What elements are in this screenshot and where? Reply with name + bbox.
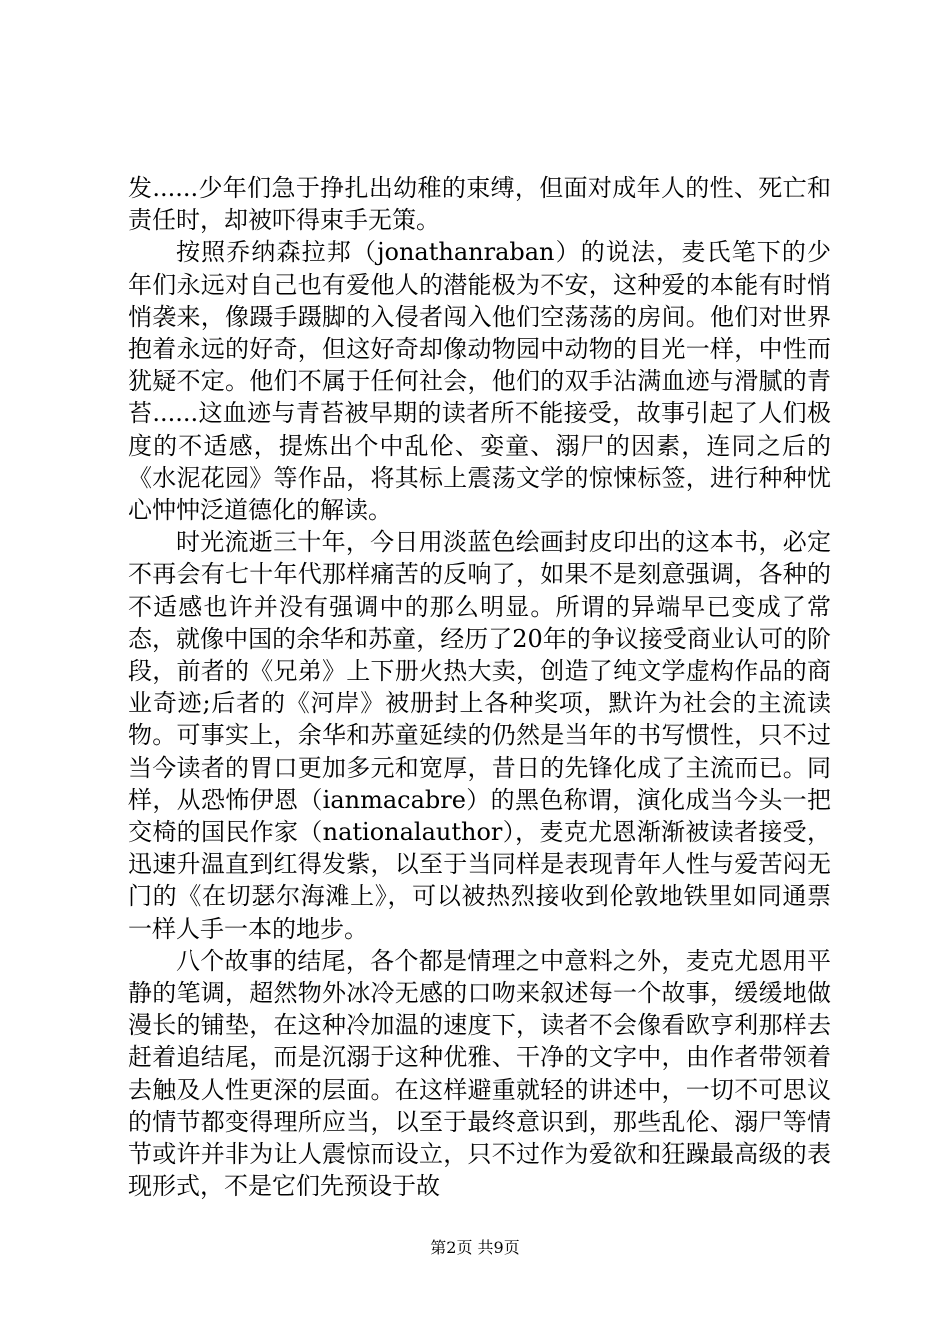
body-text: [128, 172, 831, 1203]
paragraph-1: 发......少年们急于挣扎出幼稚的束缚，但面对成年人的性、死亡和责任时，却被吓得束手无策。: [128, 174, 831, 235]
page-number-footer: 第2页 共9页: [430, 1238, 520, 1257]
paragraph-3: 时光流逝三十年，今日用淡蓝色绘画封皮印出的这本书，必定不再会有七十年代那样痛苦的反响了，如果不是刻意强调，各种的不适感也许并没有强调中的那么明显。所谓的异端早已变成了常态，就像中国的余华和苏童，经历了20年的争议接受商业认可的阶段，前者的《兄弟》上下册火热大卖，创造了纯文学虚构作品的商业奇迹;后者的《河岸》被册封上各种奖项，默许为社会的主流读物。可事实上，余华和苏童延续的仍然是当年的书写惯性，只不过当今读者的胃口更加多元和宽厚，昔日的先锋化成了主流而已。同样，从恐怖伊恩（ianmacabre）的黑色称谓，演化成当今头一把交椅的国民作家（nationalauthor），麦克尤恩渐渐被读者接受，迅速升温直到红得发紫，以至于当同样是表现青年人性与爱苦闷无门的《在切瑟尔海滩上》，可以被热烈接收到伦敦地铁里如同通票一样人手一本的地步。: [128, 528, 831, 943]
paragraph-4: 八个故事的结尾，各个都是情理之中意料之外，麦克尤恩用平静的笔调，超然物外冰冷无感的口吻来叙述每一个故事，缓缓地做漫长的铺垫，在这种冷加温的速度下，读者不会像看欧亨利那样去赶着追结尾，而是沉溺于这种优雅、干净的文字中，由作者带领着去触及人性更深的层面。在这样避重就轻的讲述中，一切不可思议的情节都变得理所应当，以至于最终意识到，那些乱伦、溺尸等情节或许并非为让人震惊而设立，只不过作为爱欲和狂躁最高级的表现形式，不是它们先预设于故: [128, 946, 831, 1201]
paragraph-2: 按照乔纳森拉邦（jonathanraban）的说法，麦氏笔下的少年们永远对自己也有爱他人的潜能极为不安，这种爱的本能有时悄悄袭来，像蹑手蹑脚的入侵者闯入他们空荡荡的房间。他们对世界抱着永远的好奇，但这好奇却像动物园中动物的目光一样，中性而犹疑不定。他们不属于任何社会，他们的双手沾满血迹与滑腻的青苔......这血迹与青苔被早期的读者所不能接受，故事引起了人们极度的不适感，提炼出个中乱伦、娈童、溺尸的因素，连同之后的《水泥花园》等作品，将其标上震荡文学的惊悚标签，进行种种忧心忡忡泛道德化的解读。: [128, 238, 831, 525]
